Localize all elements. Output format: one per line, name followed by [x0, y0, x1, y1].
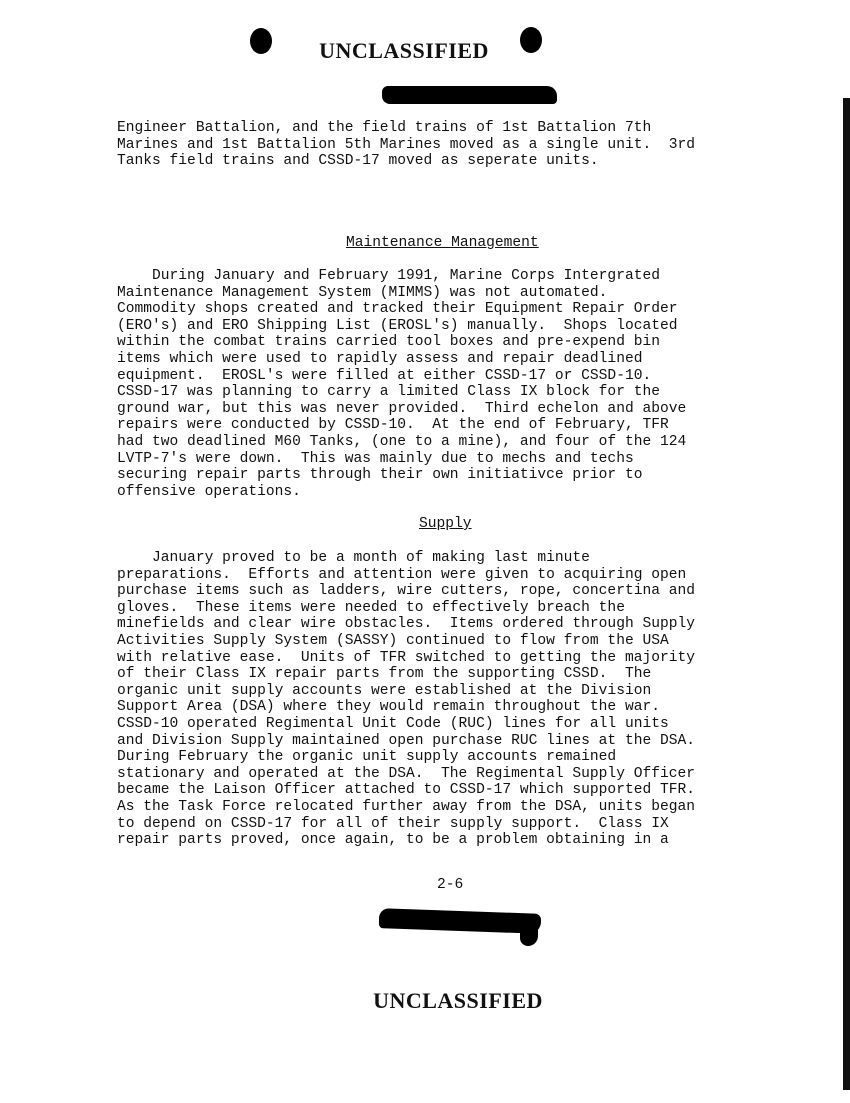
- redaction-bar-top: [382, 86, 557, 104]
- maintenance-paragraph: During January and February 1991, Marine Corps Intergrated Maintenance Management System (MIMMS) was not automated. Commodity shops created and tracked their Equipment Repair Order (ERO's) and ERO Shipping List (EROSL's) manually. Shops located within the combat trains carried tool boxes and pre-expend bin items which were used to rapidly assess and repair deadlined equipment. EROSL's were filled at either CSSD-17 or CSSD-10. CSSD-17 was planning to carry a limited Class IX block for the ground war, but this was never provided. Third echelon and above repairs were conducted by CSSD-10. At the end of February, TFR had two deadlined M60 Tanks, (one to a mine), and four of the 124 LVTP-7's were down. This was mainly due to mechs and techs securing repair parts through their own initiativce prior to offensive operations.: [117, 268, 687, 500]
- intro-paragraph: Engineer Battalion, and the field trains of 1st Battalion 7th Marines and 1st Battalion 5th Marines moved as a single unit. 3rd Tanks field trains and CSSD-17 moved as seperate units.: [117, 120, 696, 170]
- section-heading-maintenance: Maintenance Management: [346, 235, 539, 251]
- page-number: 2-6: [437, 877, 464, 893]
- supply-paragraph: January proved to be a month of making last minute preparations. Efforts and attention were given to acquiring open purchase items such as ladders, wire cutters, rope, concertina and gloves. These items were needed to effectively breach the minefields and clear wire obstacles. Items ordered through Supply Activities Supply System (SASSY) continued to flow from the USA with relative ease. Units of TFR switched to getting the majority of their Class IX repair parts from the supporting CSSD. The organic unit supply accounts were established at the Division Support Area (DSA) where they would remain throughout the war. CSSD-10 operated Regimental Unit Code (RUC) lines for all units and Division Supply maintained open purchase RUC lines at the DSA. During February the organic unit supply accounts remained stationary and operated at the DSA. The Regimental Supply Officer became the Laison Officer attached to CSSD-17 which supported TFR. As the Task Force relocated further away from the DSA, units began to depend on CSSD-17 for all of their supply support. Class IX repair parts proved, once again, to be a problem obtaining in a: [117, 550, 696, 849]
- scan-edge-bar: [843, 98, 850, 1090]
- header-classification-marking: UNCLASSIFIED: [319, 38, 489, 63]
- footer-classification-marking: UNCLASSIFIED: [373, 988, 543, 1013]
- redaction-bar-bottom-tail: [520, 916, 538, 946]
- redaction-bar-bottom: [379, 908, 541, 934]
- section-heading-supply: Supply: [419, 516, 472, 532]
